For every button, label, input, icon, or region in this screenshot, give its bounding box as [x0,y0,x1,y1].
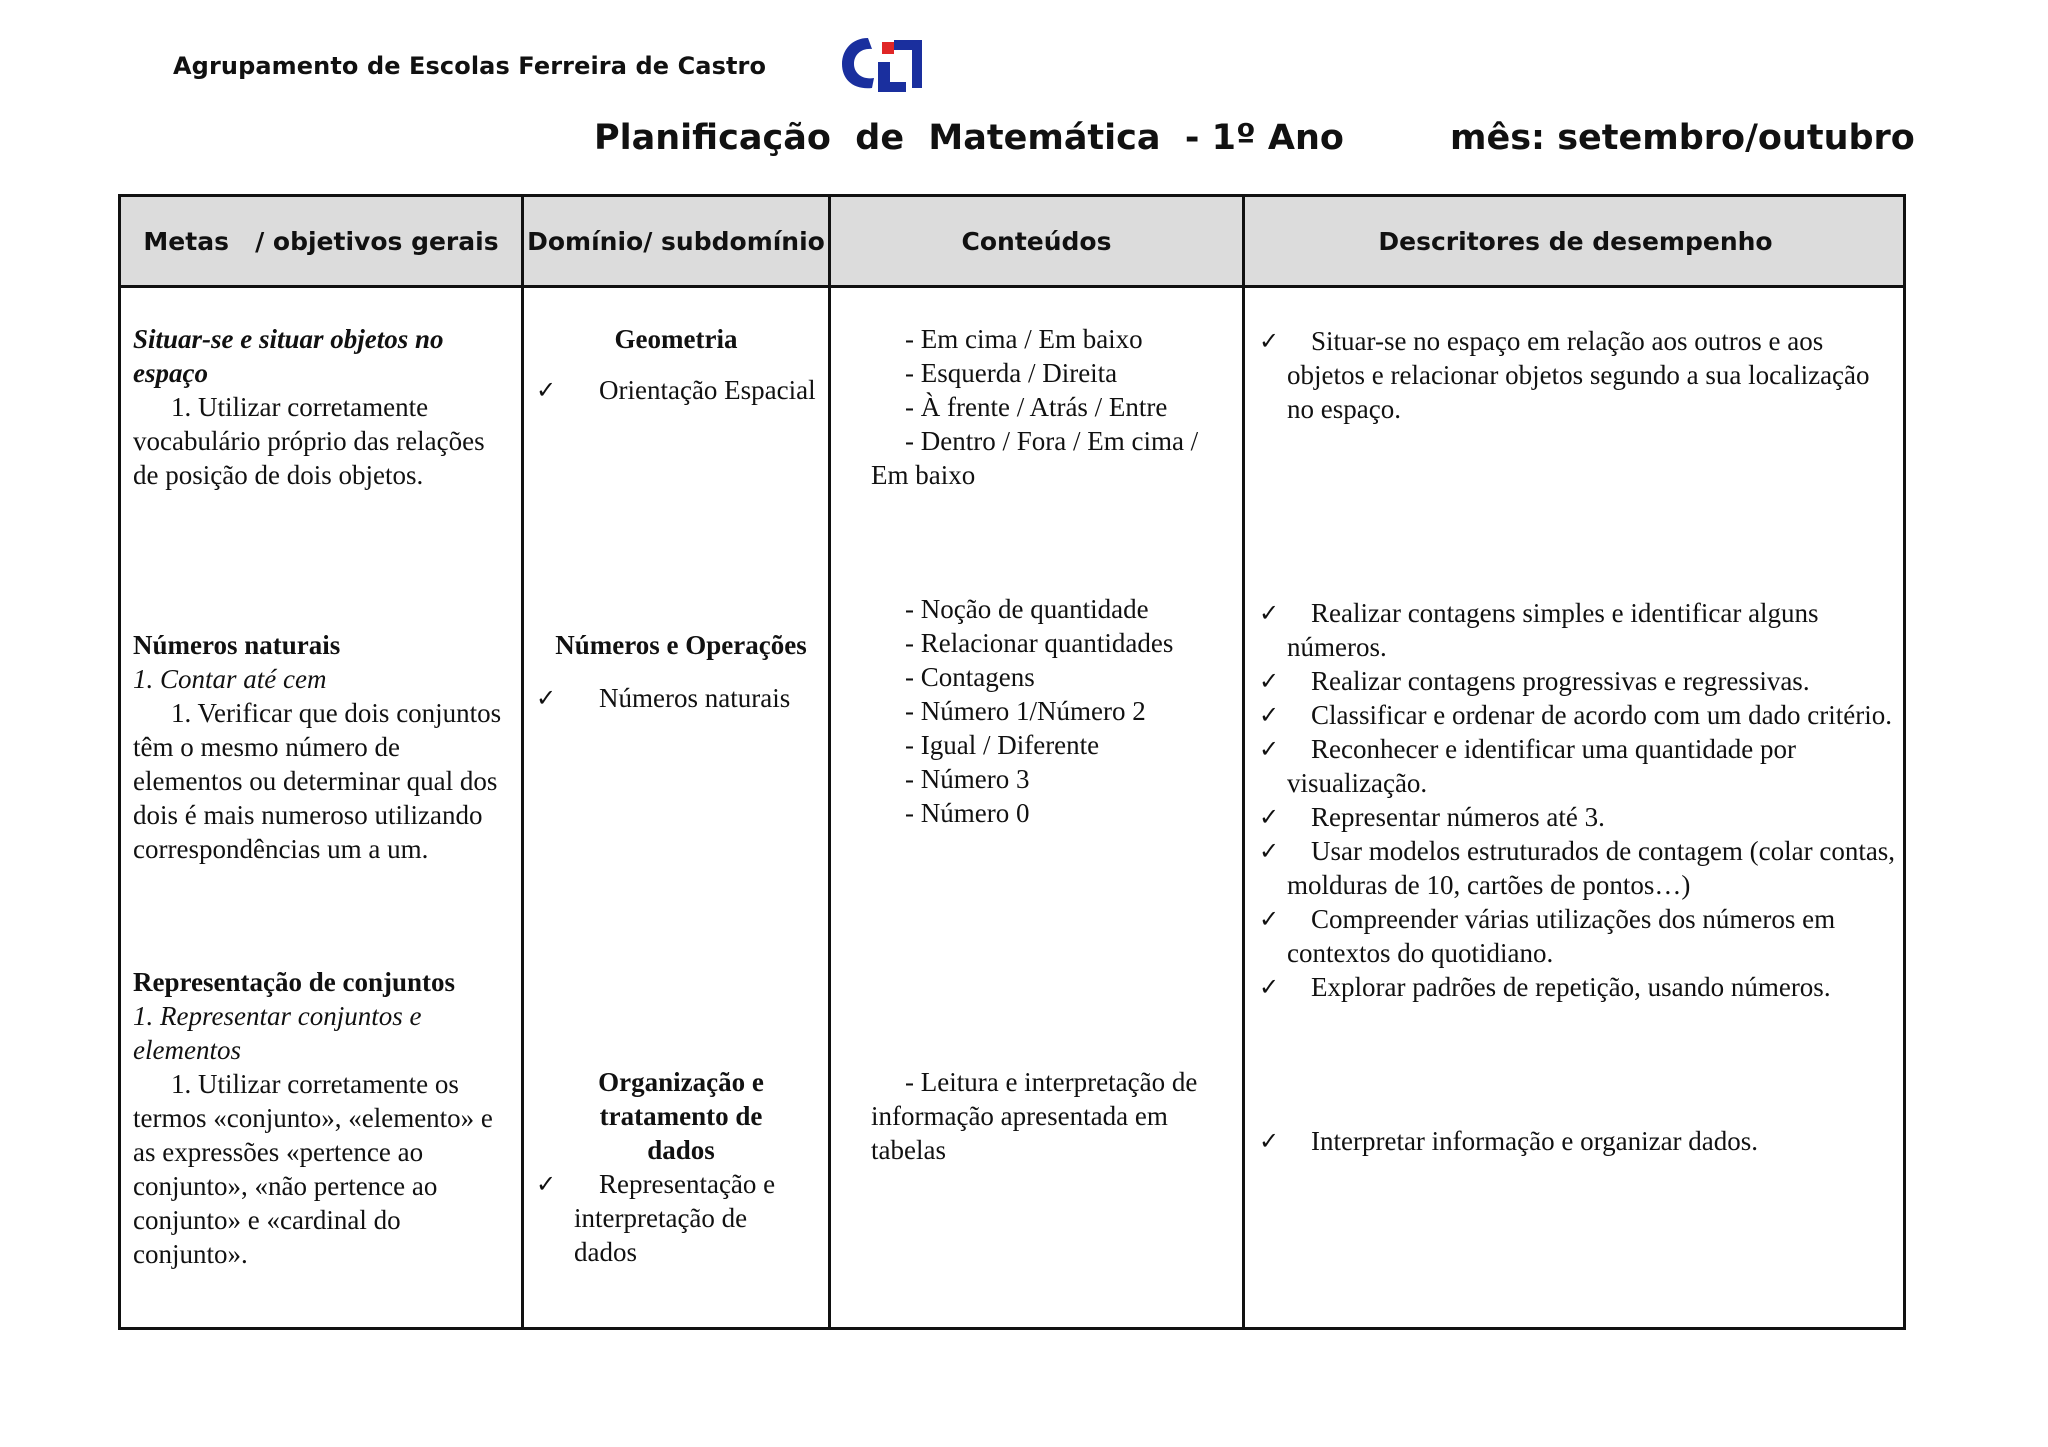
checkmark-icon: ✓ [1259,905,1280,933]
meta-title: Números naturais [133,630,341,660]
school-name: Agrupamento de Escolas Ferreira de Castro [173,52,767,80]
content-line: - Igual / Diferente [905,730,1100,760]
header-goals: Metas / objetivos gerais [143,226,499,256]
checkmark-icon: ✓ [1259,735,1280,763]
domain-sub: Representação e interpretação de dados [574,1169,776,1267]
meta-objective: 1. Utilizar corretamente os termos «conjunto», «elemento» e as expressões «pertence ao conjunto», «não pertence ao conjunto» e «cardinal do conjunto». [133,1069,493,1269]
school-logo [838,32,926,94]
domain-geometry [536,322,816,407]
content-line: - À frente / Atrás / Entre [905,392,1168,422]
descriptor-text: Situar-se no espaço em relação aos outros e aos objetos e relacionar objetos segundo a sua localização no espaço. [1287,326,1870,424]
checkmark-icon: ✓ [1259,1127,1280,1155]
domain-sub-item [536,681,816,715]
descriptor-item [1259,664,1899,698]
meta-numbers [133,628,513,866]
content-line: - Em cima / Em baixo [905,324,1143,354]
domain-numbers [536,628,816,715]
contents-geometry [871,322,1236,492]
domain-sub: Números naturais [599,683,791,713]
content-line: - Contagens [905,662,1035,692]
descriptor-item [1259,1124,1899,1158]
column-divider [828,197,831,1327]
descriptor-item [1259,698,1899,732]
descriptors-data [1259,1124,1899,1158]
meta-title: Representação de conjuntos [133,967,455,997]
descriptors-numbers [1259,596,1899,1004]
header-contents: Conteúdos [961,226,1112,256]
descriptor-item [1259,970,1899,1004]
checkmark-icon: ✓ [536,376,557,404]
header-descriptors: Descritores de desempenho [1378,226,1773,256]
descriptor-text: Reconhecer e identificar uma quantidade por visualização. [1287,734,1797,798]
meta-subtitle: 1. Representar conjuntos e elementos [133,1001,422,1065]
domain-name: Geometria [614,324,738,354]
checkmark-icon: ✓ [1259,973,1280,1001]
column-divider [521,197,524,1327]
checkmark-icon: ✓ [536,1170,557,1198]
content-line: - Dentro / Fora / Em cima / Em baixo [871,426,1199,490]
domain-sub: Orientação Espacial [599,375,816,405]
checkmark-icon: ✓ [536,684,557,712]
checkmark-icon: ✓ [1259,327,1280,355]
content-line: - Esquerda / Direita [905,358,1118,388]
checkmark-icon: ✓ [1259,803,1280,831]
month-label: mês: setembro/outubro [1450,118,1915,158]
checkmark-icon: ✓ [1259,599,1280,627]
content-line: - Leitura e interpretação de informação apresentada em tabelas [871,1067,1198,1165]
header-domain: Domínio/ subdomínio [527,226,825,256]
meta-objective: 1. Utilizar corretamente vocabulário próprio das relações de posição de dois objetos. [133,392,485,490]
descriptor-item [1259,902,1899,970]
descriptor-text: Explorar padrões de repetição, usando números. [1311,972,1831,1002]
meta-objective: 1. Verificar que dois conjuntos têm o mesmo número de elementos ou determinar qual dos dois é mais numeroso utilizando correspondências um a um. [133,698,502,864]
meta-subtitle: 1. Contar até cem [133,664,327,694]
checkmark-icon: ✓ [1259,701,1280,729]
domain-sub-item [536,1167,816,1269]
descriptor-text: Classificar e ordenar de acordo com um dado critério. [1311,700,1893,730]
descriptor-item [1259,324,1899,426]
checkmark-icon: ✓ [1259,837,1280,865]
descriptor-item [1259,834,1899,902]
column-divider [1242,197,1245,1327]
page-title: Planificação de Matemática - 1º Ano [594,118,1344,158]
meta-sets [133,965,513,1271]
descriptor-item [1259,596,1899,664]
content-line: - Número 1/Número 2 [905,696,1146,726]
descriptor-text: Realizar contagens progressivas e regressivas. [1311,666,1810,696]
descriptor-text: Interpretar informação e organizar dados. [1311,1126,1759,1156]
checkmark-icon: ✓ [1259,667,1280,695]
domain-name: Números e Operações [555,630,807,660]
descriptor-item [1259,800,1899,834]
meta-title: Situar-se e situar objetos no espaço [133,324,444,388]
domain-name: Organização e tratamento de dados [598,1067,764,1165]
domain-sub-item [536,373,816,407]
content-line: - Número 3 [905,764,1030,794]
descriptors-geometry [1259,324,1899,426]
domain-data [536,1065,816,1269]
content-line: - Relacionar quantidades [905,628,1174,658]
meta-geometry [133,322,513,492]
contents-numbers [871,592,1236,830]
descriptor-text: Realizar contagens simples e identificar alguns números. [1287,598,1819,662]
content-line: - Número 0 [905,798,1030,828]
content-line: - Noção de quantidade [905,594,1149,624]
descriptor-text: Usar modelos estruturados de contagem (colar contas, molduras de 10, cartões de pontos…) [1287,836,1896,900]
planning-table [118,194,1906,1330]
descriptor-item [1259,732,1899,800]
descriptor-text: Representar números até 3. [1311,802,1605,832]
contents-data [871,1065,1236,1167]
descriptor-text: Compreender várias utilizações dos números em contextos do quotidiano. [1287,904,1836,968]
